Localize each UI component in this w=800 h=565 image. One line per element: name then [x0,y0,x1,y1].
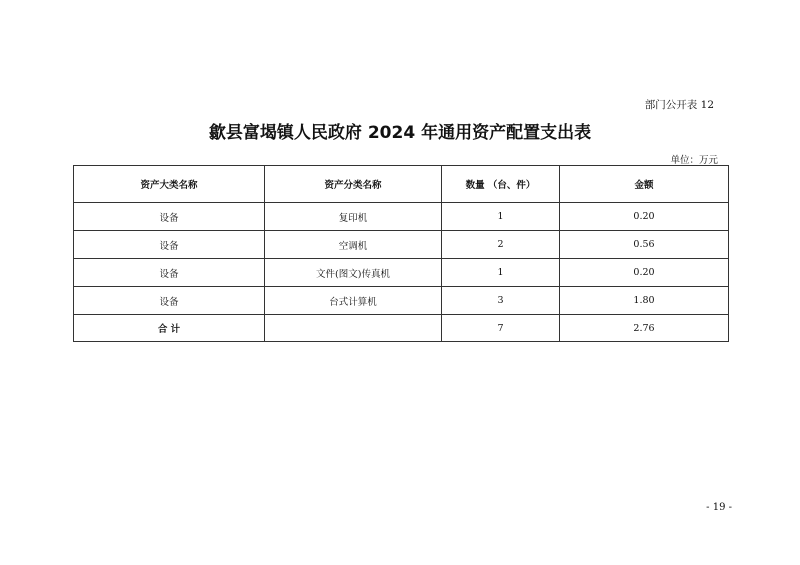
asset-expenditure-table [73,165,729,342]
unit-label: 单位：万元 [670,155,718,166]
table-row [74,259,729,287]
cell-amount: 0.56 [560,231,729,259]
cell-amount: 1.80 [560,287,729,315]
cell-quantity: 1 [442,259,560,287]
corner-label: 部门公开表 12 [644,99,714,111]
table-row [74,203,729,231]
table-row [74,231,729,259]
cell-category: 设备 [74,259,265,287]
cell-quantity: 3 [442,287,560,315]
total-row [74,315,729,342]
page-number: - 19 - [706,502,732,513]
cell-category: 设备 [74,287,265,315]
cell-quantity: 1 [442,203,560,231]
cell-subcategory: 复印机 [265,203,442,231]
cell-subcategory: 空调机 [265,231,442,259]
total-amount: 2.76 [560,315,729,342]
cell-quantity: 2 [442,231,560,259]
cell-subcategory: 文件(图文)传真机 [265,259,442,287]
column-header-category: 资产大类名称 [74,166,265,203]
total-subcategory [265,315,442,342]
total-quantity: 7 [442,315,560,342]
cell-category: 设备 [74,203,265,231]
cell-category: 设备 [74,231,265,259]
column-header-quantity: 数量 （台、件） [442,166,560,203]
page-title: 歙县富堨镇人民政府 2024 年通用资产配置支出表 [208,123,592,143]
column-header-subcategory: 资产分类名称 [265,166,442,203]
cell-amount: 0.20 [560,203,729,231]
cell-subcategory: 台式计算机 [265,287,442,315]
column-header-amount: 金额 [560,166,729,203]
table-row [74,287,729,315]
cell-amount: 0.20 [560,259,729,287]
table-header-row [74,166,729,203]
total-label: 合 计 [74,315,265,342]
